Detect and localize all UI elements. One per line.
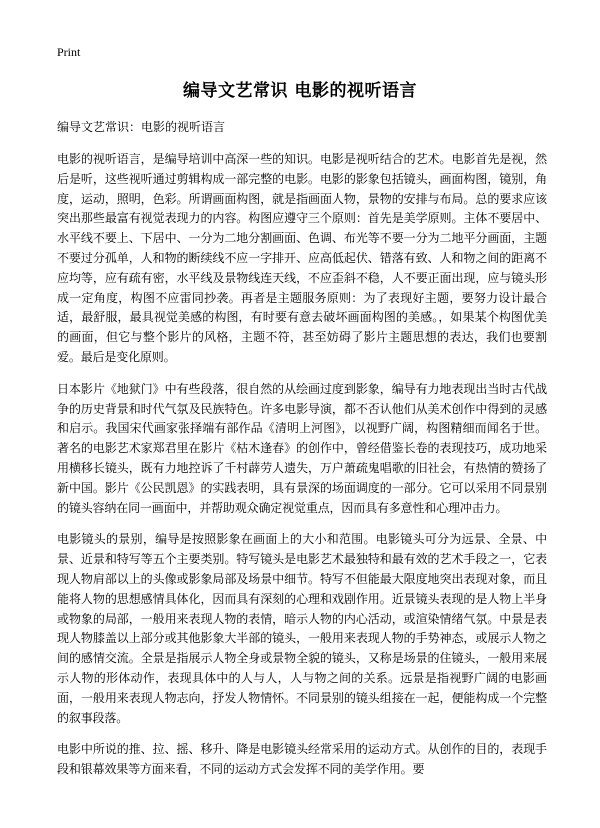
- paragraph: 电影中所说的推、拉、摇、移升、降是电影镜头经常采用的运动方式。从创作的目的，表现手段和银幕效果等方面来看，不同的运动方式会发挥不同的美学作用。要: [57, 742, 547, 777]
- article-body: [57, 150, 547, 792]
- print-link[interactable]: Print: [57, 45, 81, 59]
- article-subtitle: 编导文艺常识：电影的视听语言: [57, 120, 226, 134]
- page-title: 编导文艺常识 电影的视听语言: [183, 81, 417, 101]
- paragraph: 电影镜头的景别，编导是按照影象在画面上的大小和范围。电影镜头可分为远景、全景、中景、近景和特写等五个主要类别。特写镜头是电影艺术最独特和最有效的艺术手段之一，它表现人物肩部以上的头像或影象局部及场景中细节。特写不但能最大限度地突出表现对象，而且能将人物的思想感情具体化，因而具有深刻的心理和戏剧作用。近景镜头表现的是人物上半身或物象的局部，一般用来表现人物的表情，暗示人物的内心活动，或渲染情绪气氛。中景是表现人物膝盖以上部分或其他影象大半部的镜头，一般用来表现人物的手势神态，或展示人物之间的感情交流。全景是指展示人物全身或景物全貌的镜头，又称是场景的住镜头，一般用来展示人物的形体动作，表现具体中的人与人，人与物之间的关系。远景是指视野广阔的电影画面，一般用来表现人物志向，抒发人物情怀。不同景别的镜头组接在一起，便能构成一个完整的叙事段落。: [57, 532, 547, 725]
- paragraph: 日本影片《地狱门》中有些段落，很自然的从绘画过度到影象，编导有力地表现出当时古代战争的历史背景和时代气氛及民族特色。许多电影导演，都不否认他们从美术创作中得到的灵感和启示。我国宋代画家张择端有部作品《清明上河图》，以视野广阔，构图精细而闻名于世。著名的电影艺术家郑君里在影片《枯木逢春》的创作中，曾经借鉴长卷的表现技巧，成功地采用横移长镜头，既有力地控诉了千村薜劳人遗失，万户萧疏鬼唱歌的旧社会，有热情的赞扬了新中国。影片《公民凯恩》的实践表明，具有景深的场面调度的一部分。它可以采用不同景别的镜头容纳在同一画面中，并帮助观众确定视觉重点，因而具有多意性和心理冲击力。: [57, 381, 547, 515]
- paragraph: 电影的视听语言，是编导培训中高深一些的知识。电影是视听结合的艺术。电影首先是视，然后是听，这些视听通过剪辑构成一部完整的电影。电影的影象包括镜头，画面构图，镜别，角度，运动，照明，色彩。所谓画面构图，就是指画面人物，景物的安排与布局。总的要求应该突出那些最富有视觉表现力的内容。构图应遵守三个原则：首先是美学原则。主体不要居中、水平线不要上、下居中、一分为二地分割画面、色调、布光等不要一分为二地平分画面，主题不要过分孤单，人和物的断续线不应一字排开、应高低起伏、错落有致、人和物之间的距离不应均等，应有疏有密，水平线及景物线连天线，不应歪斜不稳，人不要正面出现，应与镜头形成一定角度，构图不应雷同抄袭。再者是主题服务原则：为了表现好主题，要努力设计最合适，最舒服，最具视觉美感的构图，有时要有意去破坏画面构图的美感。，如果某个构图优美的画面，但它与整个影片的风格，主题不符，甚至妨碍了影片主题思想的表达，我们也要割爱。最后是变化原则。: [57, 152, 547, 364]
